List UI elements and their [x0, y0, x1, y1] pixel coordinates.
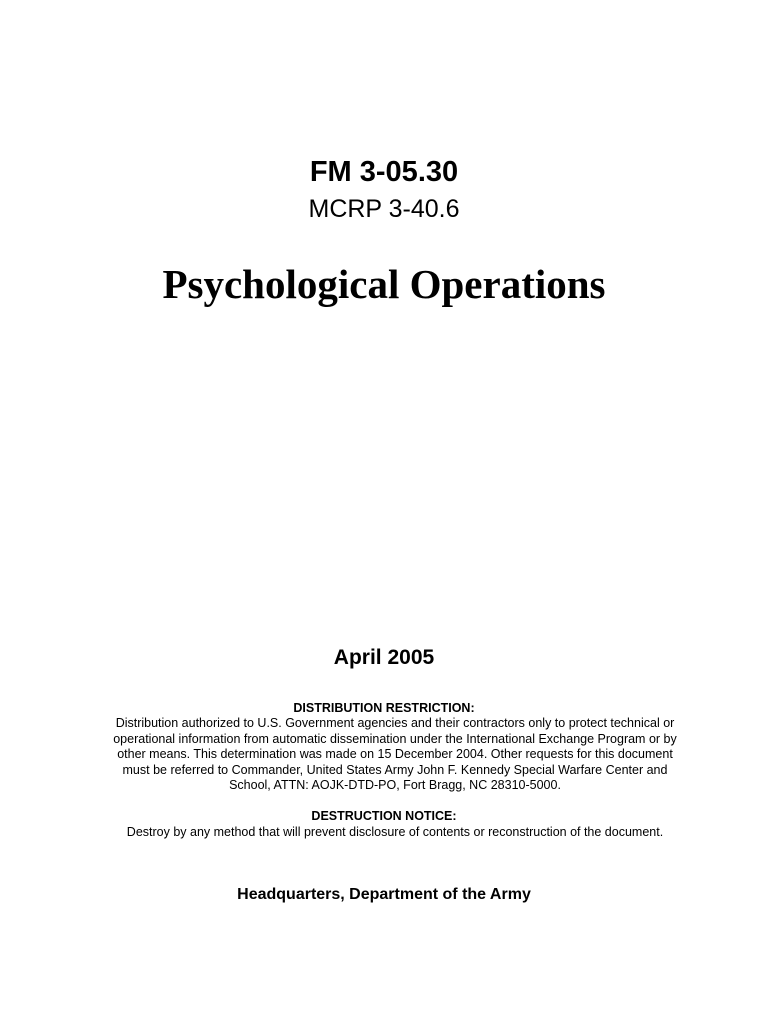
- destruction-notice-heading: DESTRUCTION NOTICE:: [311, 809, 457, 823]
- distribution-line: other means. This determination was made on 15 December 2004. Other requests for this document: [117, 747, 673, 762]
- field-manual-number: FM 3-05.30: [309, 156, 459, 188]
- mcrp-number: MCRP 3-40.6: [308, 195, 460, 223]
- headquarters-label: Headquarters, Department of the Army: [237, 886, 531, 903]
- distribution-line: School, ATTN: AOJK-DTD-PO, Fort Bragg, NC 28310-5000.: [229, 778, 561, 793]
- distribution-line: operational information from automatic dissemination under the International Exchange Program or by: [113, 731, 677, 746]
- distribution-line: Distribution authorized to U.S. Government agencies and their contractors only to protect technical or: [115, 716, 675, 730]
- destruction-notice-text: Destroy by any method that will prevent disclosure of contents or reconstruction of the document.: [126, 825, 664, 839]
- distribution-line: must be referred to Commander, United States Army John F. Kennedy Special Warfare Center and: [122, 762, 668, 777]
- document-title: Psychological Operations: [162, 261, 606, 307]
- distribution-restriction-heading: DISTRIBUTION RESTRICTION:: [293, 701, 475, 715]
- distribution-restriction-text: [104, 716, 686, 794]
- publication-date: April 2005: [333, 646, 435, 669]
